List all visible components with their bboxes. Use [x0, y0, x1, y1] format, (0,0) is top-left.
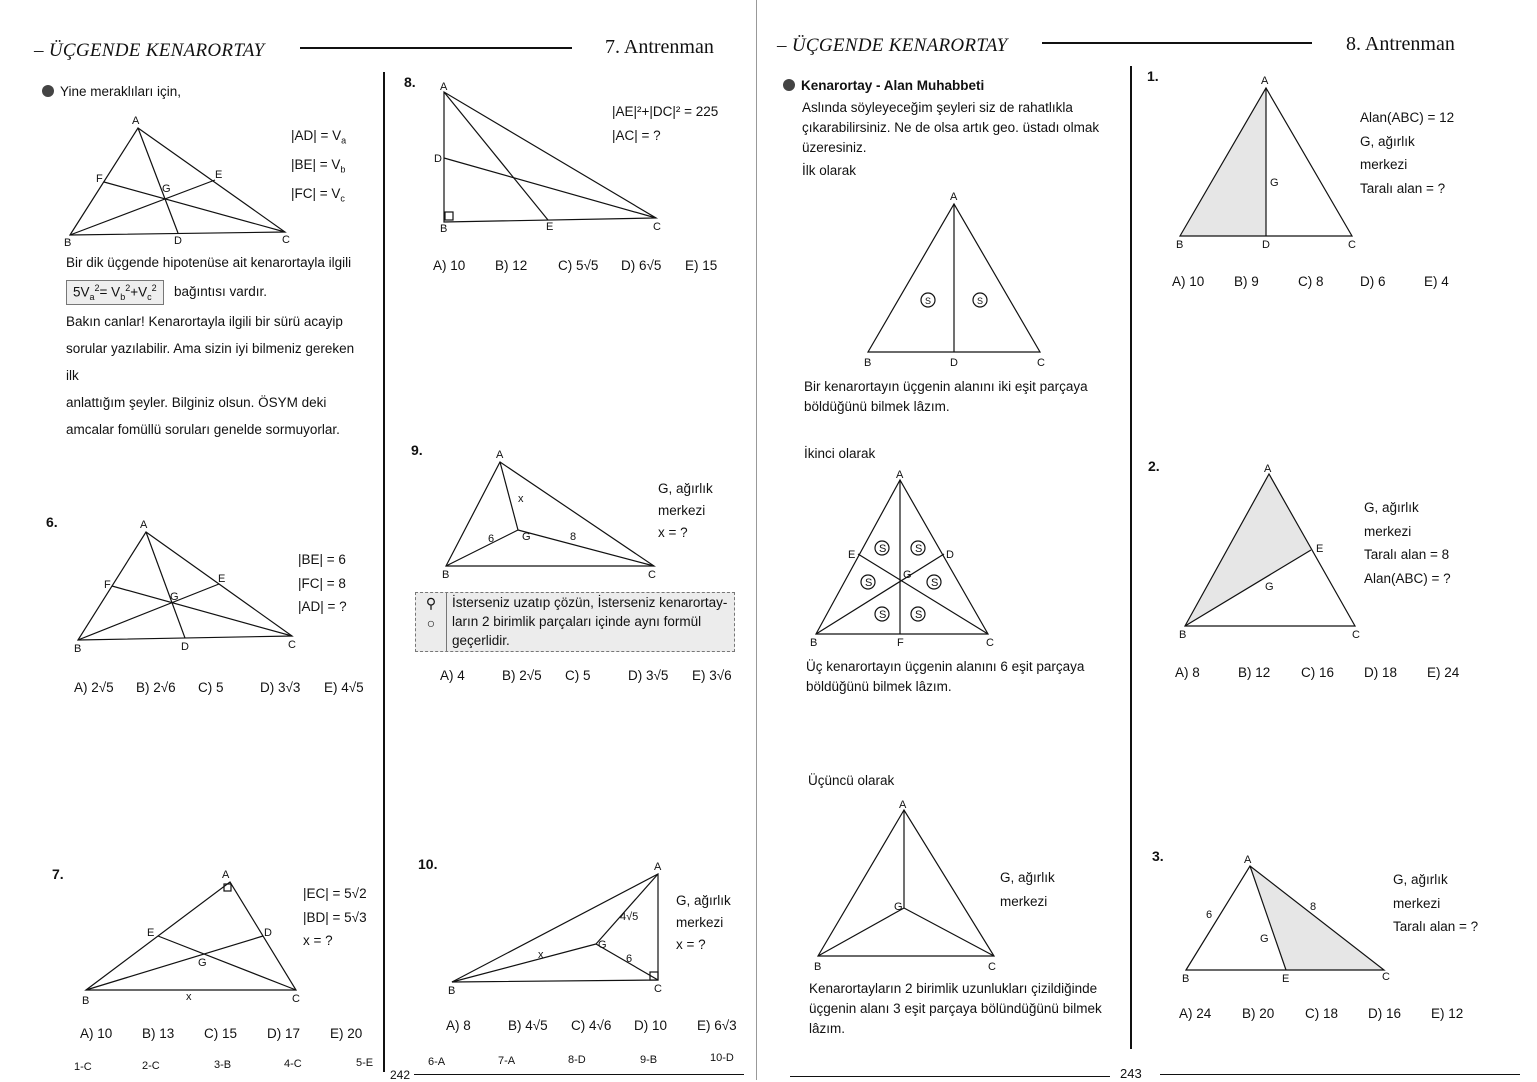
svg-text:8: 8 [1310, 901, 1317, 913]
svg-text:S: S [879, 543, 887, 555]
q6-options [74, 680, 374, 695]
q9-figure [440, 448, 670, 588]
svg-text:A: A [132, 115, 140, 127]
q7-givens: |EC| = 5√2 |BD| = 5√3 x = ? [303, 886, 367, 948]
median-ad [138, 128, 178, 233]
svg-text:G: G [1265, 581, 1274, 593]
intro-text1: Bir dik üçgende hipotenüse ait kenarortayla ilgili [66, 255, 352, 270]
bullet-icon [42, 85, 54, 97]
svg-text:B: B [64, 237, 72, 249]
svg-text:E: E [218, 573, 226, 585]
svg-text:D: D [434, 153, 442, 165]
right-column-divider [1130, 66, 1132, 1049]
svg-text:F: F [897, 637, 904, 649]
right-header-rule [1042, 42, 1312, 44]
q1-option-d[interactable]: D) 6 [1360, 274, 1386, 289]
svg-text:B: B [82, 995, 90, 1007]
q1-option-b[interactable]: B) 9 [1234, 274, 1259, 289]
third-label: Üçüncü olarak [808, 773, 895, 788]
right-training-title: 8. Antrenman [1346, 33, 1455, 55]
q2-option-d[interactable]: D) 18 [1364, 665, 1398, 680]
q9-option-e[interactable]: E) 3√6 [692, 668, 732, 683]
second-figure [808, 470, 998, 650]
svg-text:G: G [1260, 933, 1269, 945]
q1-option-e[interactable]: E) 4 [1424, 274, 1449, 289]
svg-text:E: E [1282, 973, 1290, 985]
q10-givens: G, ağırlık merkezi x = ? [676, 893, 731, 952]
q7-figure [80, 868, 310, 1008]
right-header-title: ÜÇGENDE KENARORTAY [791, 35, 1008, 56]
svg-text:F: F [96, 173, 103, 185]
svg-text:S: S [865, 577, 873, 589]
svg-text:E: E [848, 549, 856, 561]
right-header: – ÜÇGENDE KENARORTAY [777, 35, 1008, 56]
svg-text:B: B [810, 637, 818, 649]
svg-text:A: A [1244, 854, 1252, 866]
q9-note-box [415, 592, 735, 652]
label-fc: $|FC| = V_c$ [291, 186, 345, 205]
q8-option-a[interactable]: A) 10 [433, 258, 466, 273]
q3-option-d[interactable]: D) 16 [1368, 1006, 1402, 1021]
svg-text:B: B [864, 357, 872, 369]
q10-option-e[interactable]: E) 6√3 [697, 1018, 737, 1033]
intro-labels [291, 124, 346, 212]
q9-options [440, 668, 740, 683]
q3-figure [1180, 850, 1400, 990]
formula-tail: bağıntısı vardır. [174, 284, 268, 299]
svg-text:D: D [950, 357, 958, 369]
median-be [70, 180, 215, 235]
intro-paragraph: Bakın canlar! Kenarortayla ilgili bir sürü acayip sorular yazılabilir. Ama sizin iyi bilmeniz gereken ilk anlattığım şeyler. Bilginiz olsun. ÖSYM deki amcalar fomüllü soruları genelde sormuyorlar. [66, 314, 355, 437]
right-footer-rule-left [790, 1076, 1110, 1077]
svg-text:S: S [915, 543, 923, 555]
svg-text:6: 6 [626, 953, 633, 965]
svg-text:S: S [931, 577, 939, 589]
q10-option-d[interactable]: D) 10 [634, 1018, 668, 1033]
left-column-divider [383, 72, 385, 1072]
first-label: İlk olarak [802, 163, 857, 178]
right-page-number: 243 [1120, 1066, 1142, 1081]
q10-option-b[interactable]: B) 4√5 [508, 1018, 548, 1033]
gutter [756, 0, 757, 1080]
svg-text:E: E [1316, 543, 1324, 555]
svg-text:8: 8 [570, 531, 577, 543]
q2-options [1175, 665, 1505, 680]
q8-option-e[interactable]: E) 15 [685, 258, 718, 273]
svg-text:D: D [264, 927, 272, 939]
left-training-title: 7. Antrenman [605, 36, 714, 58]
svg-text:D: D [1262, 239, 1270, 251]
left-header-rule [300, 47, 572, 49]
svg-text:S: S [977, 296, 984, 306]
left-header-title: ÜÇGENDE KENARORTAY [48, 40, 265, 61]
svg-text:A: A [899, 799, 907, 811]
q7-option-d[interactable]: D) 17 [267, 1026, 301, 1041]
q2-number: 2. [1148, 458, 1160, 474]
svg-text:E: E [546, 221, 554, 233]
right-intro-title-row [783, 78, 984, 93]
svg-text:x: x [518, 493, 524, 505]
q3-option-e[interactable]: E) 12 [1431, 1006, 1464, 1021]
svg-text:G: G [162, 183, 171, 195]
svg-text:A: A [496, 449, 504, 461]
svg-text:C: C [288, 639, 296, 651]
svg-text:G: G [170, 591, 179, 603]
median-triangle-figure [60, 110, 300, 250]
q7-option-c[interactable]: C) 15 [204, 1026, 238, 1041]
right-intro-title: Kenarortay - Alan Muhabbeti [801, 78, 985, 93]
label-be: $|BE| = V_b$ [291, 157, 346, 175]
q3-options [1179, 1006, 1509, 1021]
svg-text:B: B [442, 569, 450, 581]
svg-text:6: 6 [488, 533, 495, 545]
third-figure [812, 796, 1012, 976]
note-icon: ⚲ ○ [416, 593, 447, 651]
bullet-icon [783, 79, 795, 91]
svg-text:A: A [654, 861, 662, 873]
q6-option-b[interactable]: B) 2√6 [136, 680, 176, 695]
svg-text:G: G [598, 939, 607, 951]
second-label: İkinci olarak [804, 446, 876, 461]
left-footer-rule [414, 1074, 744, 1075]
right-footer-rule-right [1160, 1074, 1520, 1075]
q3-option-a[interactable]: A) 24 [1179, 1006, 1212, 1021]
svg-text:A: A [440, 81, 448, 93]
q8-option-d[interactable]: D) 6√5 [621, 258, 662, 273]
svg-text:6: 6 [1206, 909, 1213, 921]
q1-figure [1172, 72, 1372, 252]
q9-number: 9. [411, 442, 423, 458]
third-triangle [818, 810, 994, 956]
q9-option-b[interactable]: B) 2√5 [502, 668, 542, 683]
svg-text:B: B [1179, 629, 1187, 641]
svg-text:B: B [814, 961, 822, 973]
q2-option-e[interactable]: E) 24 [1427, 665, 1460, 680]
q8-option-c[interactable]: C) 5√5 [558, 258, 599, 273]
q2-option-a[interactable]: A) 8 [1175, 665, 1200, 680]
q2-givens: G, ağırlık merkezi Taralı alan = 8 Alan(ABC) = ? [1364, 500, 1451, 586]
svg-text:E: E [147, 927, 155, 939]
svg-text:G: G [1270, 177, 1279, 189]
q1-option-c[interactable]: C) 8 [1298, 274, 1324, 289]
q1-option-a[interactable]: A) 10 [1172, 274, 1205, 289]
third-labels: G, ağırlık merkezi [1000, 870, 1055, 909]
q9-givens: G, ağırlık merkezi x = ? [658, 481, 713, 540]
q10-figure [444, 860, 674, 1000]
formula-box: $5V_a^2= V_b^2+V_c^2$ [66, 280, 164, 305]
svg-text:B: B [448, 985, 456, 997]
svg-text:x: x [538, 949, 544, 961]
q6-number: 6. [46, 514, 58, 530]
svg-text:B: B [440, 223, 448, 235]
q8-givens: |AE|²+|DC|² = 225 |AC| = ? [612, 104, 719, 143]
q10-number: 10. [418, 856, 438, 872]
q7-option-a[interactable]: A) 10 [80, 1026, 113, 1041]
svg-text:D: D [946, 549, 954, 561]
svg-text:C: C [654, 983, 662, 995]
svg-text:F: F [104, 579, 111, 591]
svg-text:C: C [988, 961, 996, 973]
svg-text:C: C [1382, 971, 1390, 983]
svg-text:C: C [292, 993, 300, 1005]
third-text: Kenarortayların 2 birimlik uzunlukları çizildiğinde üçgenin alanı 3 eşit parçaya bölündüğünü bilmek lâzım. [809, 981, 1102, 1036]
q9-option-a[interactable]: A) 4 [440, 668, 465, 683]
intro-title-row [42, 84, 181, 99]
svg-text:C: C [1037, 357, 1045, 369]
svg-text:A: A [1264, 463, 1272, 475]
q7-options [80, 1026, 380, 1041]
first-text: Bir kenarortayın üçgenin alanını iki eşit parçaya böldüğünü bilmek lâzım. [804, 379, 1088, 414]
q9-note-text: İsterseniz uzatıp çözün, İsterseniz kenarortay- ların 2 birimlik parçaları içinde aynı formül geçerlidir. [452, 595, 728, 648]
svg-text:A: A [896, 469, 904, 481]
first-figure [860, 190, 1060, 370]
svg-text:E: E [215, 169, 223, 181]
svg-text:G: G [894, 901, 903, 913]
svg-text:A: A [1261, 75, 1269, 87]
svg-text:G: G [198, 957, 207, 969]
q6-option-e[interactable]: E) 4√5 [324, 680, 364, 695]
svg-text:A: A [140, 519, 148, 531]
q10-triangle [452, 874, 658, 982]
svg-text:C: C [986, 637, 994, 649]
svg-text:B: B [74, 643, 82, 655]
svg-text:C: C [1348, 239, 1356, 251]
svg-text:D: D [174, 235, 182, 247]
q1-number: 1. [1147, 68, 1159, 84]
intro-title: Yine meraklıları için, [60, 84, 182, 99]
q6-givens: |BE| = 6 |FC| = 8 |AD| = ? [298, 552, 347, 614]
left-header: – ÜÇGENDE KENARORTAY [34, 40, 265, 61]
q7-number: 7. [52, 866, 64, 882]
left-page-number: 242 [390, 1068, 411, 1082]
svg-text:G: G [522, 531, 531, 543]
median-fc [104, 182, 285, 232]
q6-option-d[interactable]: D) 3√3 [260, 680, 301, 695]
second-text: Üç kenarortayın üçgenin alanını 6 eşit parçaya böldüğünü bilmek lâzım. [806, 659, 1085, 694]
q6-option-a[interactable]: A) 2√5 [74, 680, 114, 695]
svg-text:B: B [1182, 973, 1190, 985]
q10-option-c[interactable]: C) 4√6 [571, 1018, 612, 1033]
q8-options [433, 258, 733, 273]
q8-number: 8. [404, 74, 416, 90]
svg-text:A: A [950, 191, 958, 203]
svg-text:S: S [915, 609, 923, 621]
q9-option-c[interactable]: C) 5 [565, 668, 591, 683]
q3-option-b[interactable]: B) 20 [1242, 1006, 1275, 1021]
q1-options [1172, 274, 1502, 289]
second-triangle [816, 480, 988, 634]
q7-option-b[interactable]: B) 13 [142, 1026, 175, 1041]
svg-text:x: x [186, 991, 192, 1003]
q10-options [446, 1018, 746, 1033]
svg-text:S: S [925, 296, 932, 306]
q8-option-b[interactable]: B) 12 [495, 258, 528, 273]
q3-number: 3. [1152, 848, 1164, 864]
q3-option-c[interactable]: C) 18 [1305, 1006, 1339, 1021]
svg-text:4√5: 4√5 [620, 911, 639, 923]
q6-option-c[interactable]: C) 5 [198, 680, 224, 695]
q9-option-d[interactable]: D) 3√5 [628, 668, 669, 683]
svg-text:C: C [648, 569, 656, 581]
svg-text:A: A [222, 869, 230, 881]
q7-option-e[interactable]: E) 20 [330, 1026, 363, 1041]
q10-option-a[interactable]: A) 8 [446, 1018, 471, 1033]
right-intro-paragraph: Aslında söyleyeceğim şeyleri siz de rahatlıkla çıkarabilirsiniz. Ne de olsa artık geo. üstadı olmak üzeresiniz. [802, 100, 1100, 155]
q3-givens: G, ağırlık merkezi Taralı alan = ? [1393, 872, 1479, 934]
svg-text:G: G [903, 569, 912, 581]
svg-text:S: S [879, 609, 887, 621]
svg-text:B: B [1176, 239, 1184, 251]
q2-figure [1175, 460, 1375, 640]
svg-text:C: C [282, 234, 290, 246]
svg-text:C: C [1352, 629, 1360, 641]
svg-text:C: C [653, 221, 661, 233]
q2-option-b[interactable]: B) 12 [1238, 665, 1271, 680]
label-ad: $|AD| = V_a$ [291, 128, 347, 146]
q2-option-c[interactable]: C) 16 [1301, 665, 1335, 680]
svg-text:D: D [181, 641, 189, 653]
q6-figure [70, 518, 310, 658]
q1-givens: Alan(ABC) = 12 G, ağırlık merkezi Taralı alan = ? [1360, 110, 1455, 196]
